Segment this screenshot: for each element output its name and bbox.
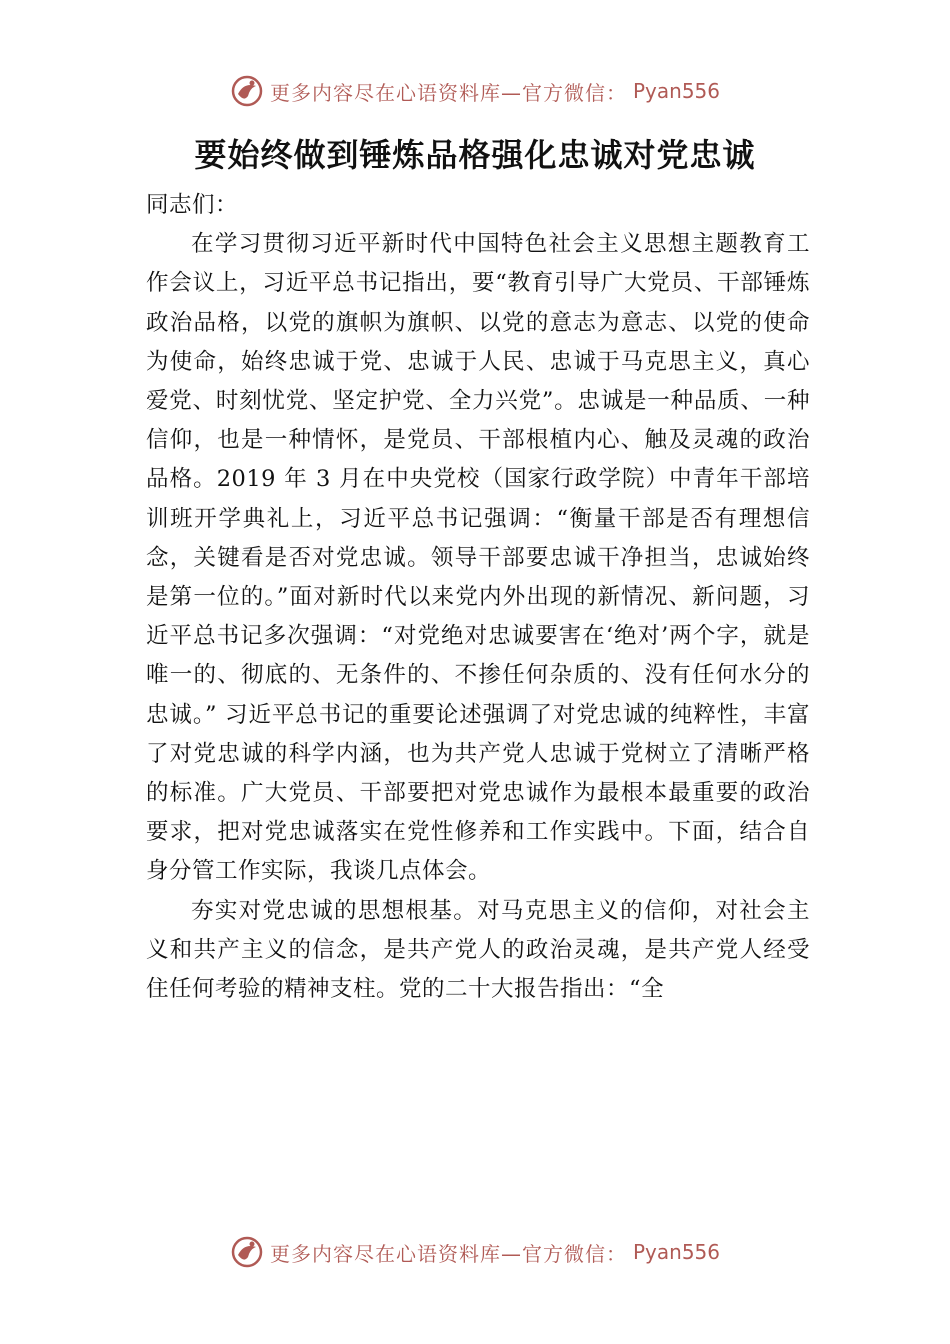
watermark-wechat-id: Pyan556 [632,79,720,103]
watermark-wechat-id: Pyan556 [632,1240,720,1264]
brand-logo-icon [230,74,264,108]
greeting: 同志们： [146,192,239,218]
watermark-footer [0,1235,950,1269]
section-text: 。对马克思主义的信仰，对社会主义和共产主义的信念，是共产党人的政治灵魂，是共产党人经受住任何考验的精神支柱。党的二十大报告指出：“全 [146,897,810,1003]
section-heading: 夯实对党忠诚的思想根基 [191,897,454,924]
watermark-text: 更多内容尽在心语资料库—官方微信： [269,80,627,105]
watermark-header [0,74,950,108]
paragraph-2 [146,892,810,1010]
paragraph-1: 在学习贯彻习近平新时代中国特色社会主义思想主题教育工作会议上，习近平总书记指出，要“教育引导广大党员、干部锤炼政治品格，以党的旗帜为旗帜、以党的意志为意志、以党的使命为使命，始终忠诚于党、忠诚于人民、忠诚于马克思主义，真心爱党、时刻忧党、坚定护党、全力兴党”。忠诚是一种品质、一种信仰，也是一种情怀，是党员、干部根植内心、触及灵魂的政治品格。2019 年 3 月在中央党校（国家行政学院）中青年干部培训班开学典礼上，习近平总书记强调：“衡量干部是否有理想信念，关键看是否对党忠诚。领导干部要忠诚干净担当，忠诚始终是第一位的。”面对新时代以来党内外出现的新情况、新问题，习近平总书记多次强调：“对党绝对忠诚要害在‘绝对’两个字，就是唯一的、彻底的、无条件的、不掺任何杂质的、没有任何水分的忠诚。” 习近平总书记的重要论述强调了对党忠诚的纯粹性，丰富了对党忠诚的科学内涵，也为共产党人忠诚于党树立了清晰严格的标准。广大党员、干部要把对党忠诚作为最根本最重要的政治要求，把对党忠诚落实在党性修养和工作实践中。下面，结合自身分管工作实际，我谈几点体会。 [146,231,810,885]
watermark-text: 更多内容尽在心语资料库—官方微信： [269,1241,627,1266]
document-body [146,186,810,1009]
document-title: 要始终做到锤炼品格强化忠诚对党忠诚 [194,136,756,174]
brand-logo-icon [230,1235,264,1269]
